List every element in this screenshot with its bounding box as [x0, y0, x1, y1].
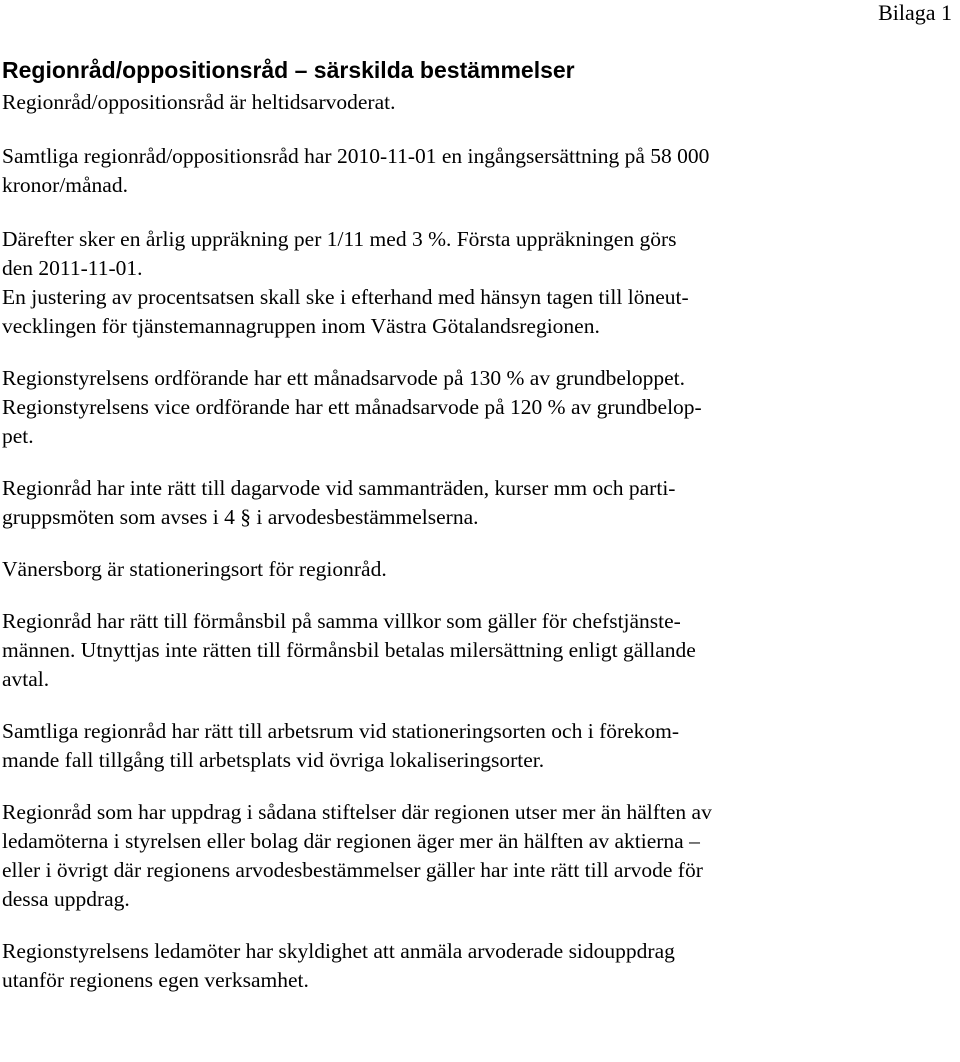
paragraph-line: kronor/månad.: [2, 173, 128, 197]
paragraph-line: ledamöterna i styrelsen eller bolag där regionen äger mer än hälften av aktierna –: [2, 829, 700, 853]
paragraph-full-time: [2, 88, 952, 117]
paragraph-chair-fee: [2, 364, 952, 393]
paragraph-company-car: [2, 607, 952, 694]
paragraph-line: avtal.: [2, 667, 50, 691]
document-body: [2, 55, 952, 995]
paragraph-line: Regionstyrelsens vice ordförande har ett månadsarvode på 120 % av grundbelop-: [2, 395, 702, 419]
paragraph-line: mande fall tillgång till arbetsplats vid övriga lokaliseringsorter.: [2, 748, 545, 772]
appendix-label: Bilaga 1: [878, 0, 952, 25]
paragraph-line: dessa uppdrag.: [2, 887, 130, 911]
paragraph-line: Samtliga regionråd har rätt till arbetsrum vid stationeringsorten och i förekom-: [2, 719, 680, 743]
paragraph-line: Vänersborg är stationeringsort för regionråd.: [2, 557, 387, 581]
document-title: Regionråd/oppositionsråd – särskilda bestämmelser: [2, 57, 575, 83]
paragraph-annual-increase: [2, 225, 952, 283]
paragraph-line: männen. Utnyttjas inte rätten till förmånsbil betalas milersättning enligt gällande: [2, 638, 696, 662]
paragraph-line: Regionråd som har uppdrag i sådana stiftelser där regionen utser mer än hälften av: [2, 800, 712, 824]
paragraph-line: vecklingen för tjänstemannagruppen inom Västra Götalandsregionen.: [2, 314, 600, 338]
paragraph-starting-pay: [2, 142, 952, 200]
paragraph-line: Regionstyrelsens ordförande har ett månadsarvode på 130 % av grundbeloppet.: [2, 366, 686, 390]
paragraph-line: Regionråd/oppositionsråd är heltidsarvoderat.: [2, 90, 396, 114]
paragraph-line: Därefter sker en årlig uppräkning per 1/11 med 3 %. Första uppräkningen görs: [2, 227, 677, 251]
paragraph-line: eller i övrigt där regionens arvodesbestämmelser gäller har inte rätt till arvode för: [2, 858, 703, 882]
paragraph-adjustment: [2, 283, 952, 341]
paragraph-daily-allowance: [2, 474, 952, 532]
paragraph-line: Samtliga regionråd/oppositionsråd har 2010-11-01 en ingångsersättning på 58 000: [2, 144, 710, 168]
paragraph-line: En justering av procentsatsen skall ske i efterhand med hänsyn tagen till löneut-: [2, 285, 689, 309]
paragraph-vice-chair-fee: [2, 393, 952, 451]
paragraph-line: Regionråd har inte rätt till dagarvode vid sammanträden, kurser mm och parti-: [2, 476, 676, 500]
paragraph-line: Regionråd har rätt till förmånsbil på samma villkor som gäller för chefstjänste-: [2, 609, 681, 633]
paragraph-station: [2, 555, 952, 584]
paragraph-foundations: [2, 798, 952, 914]
paragraph-line: Regionstyrelsens ledamöter har skyldighet att anmäla arvoderade sidouppdrag: [2, 939, 675, 963]
paragraph-office: [2, 717, 952, 775]
paragraph-side-assignments: [2, 937, 952, 995]
paragraph-line: den 2011-11-01.: [2, 256, 143, 280]
paragraph-line: utanför regionens egen verksamhet.: [2, 968, 309, 992]
paragraph-line: gruppsmöten som avses i 4 § i arvodesbestämmelserna.: [2, 505, 479, 529]
paragraph-line: pet.: [2, 424, 34, 448]
